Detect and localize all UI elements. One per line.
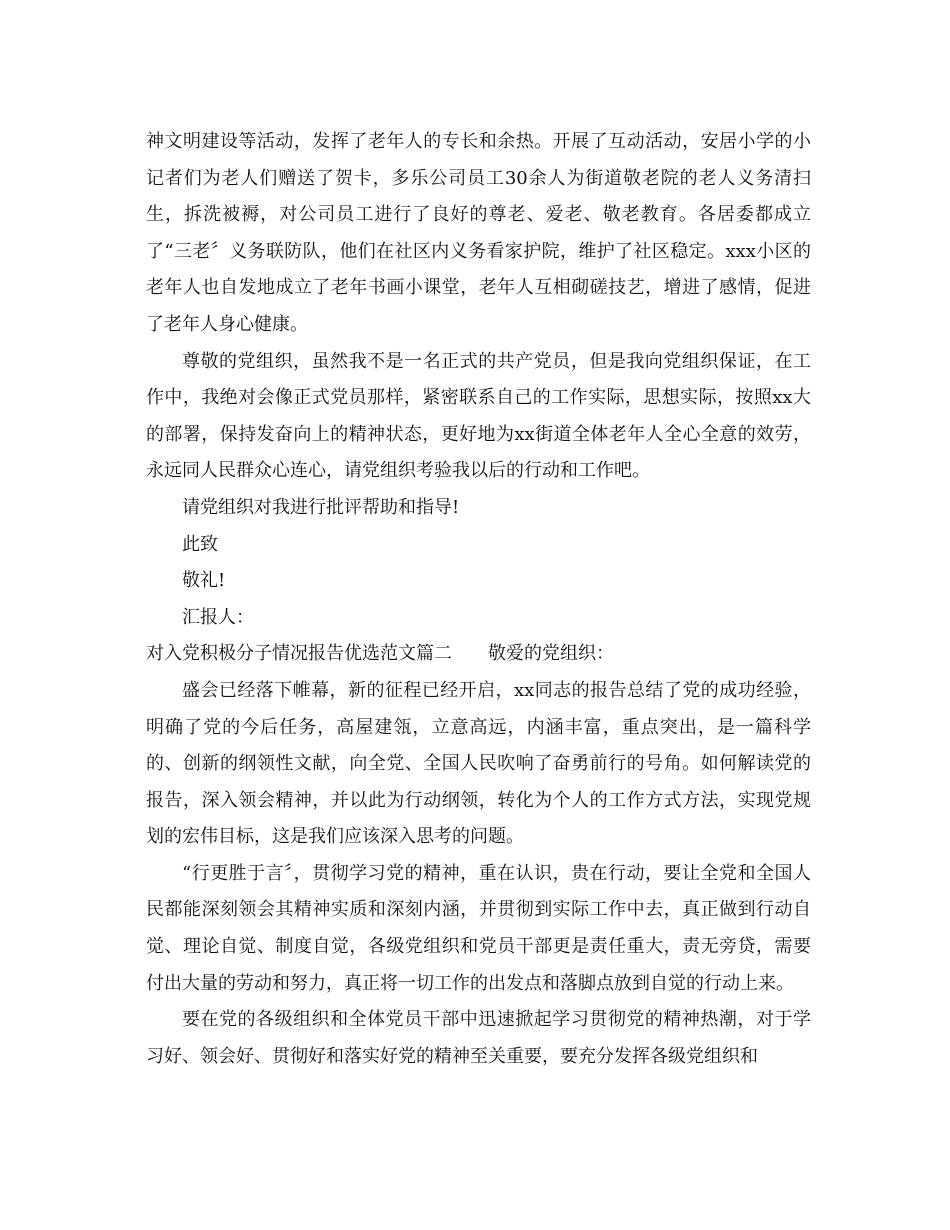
signature-label: 汇报人： <box>182 606 254 628</box>
closing-salutation: 此致 <box>182 533 218 555</box>
paragraph-pledge: 尊敬的党组织，虽然我不是一名正式的共产党员，但是我向党组织保证，在工作中，我绝对会像正式党员那样，紧密联系自己的工作实际，思想实际，按照xx大的部署，保持发奋向上的精神状态，更好地为xx街道全体老年人全心全意的效劳，永远同人民群众心连心，请党组织考验我以后的行动和工作吧。 <box>146 350 811 482</box>
paragraph-request: 请党组织对我进行批评帮助和指导! <box>182 496 460 518</box>
paragraph-continuation: 神文明建设等活动，发挥了老年人的专长和余热。开展了互动活动，安居小学的小记者们为老人们赠送了贺卡，多乐公司员工30余人为街道敬老院的老人义务清扫生，拆洗被褥，对公司员工进行了良好的尊老、爱老、敬老教育。各居委都成立了“三老〞义务联防队，他们在社区内义务看家护院，维护了社区稳定。xxx小区的老年人也自发地成立了老年书画小课堂，老年人互相砌磋技艺，增进了感情，促进了老年人身心健康。 <box>146 131 811 335</box>
section-title: 对入党积极分子情况报告优选范文篇二 敬爱的党组织： <box>146 643 614 665</box>
paragraph-action: “行更胜于言〞，贯彻学习党的精神，重在认识，贵在行动，要让全党和全国人民都能深刻领会其精神实质和深刻内涵，并贯彻到实际工作中去，真正做到行动自觉、理论自觉、制度自觉，各级党组织和党员干部更是责任重大，责无旁贷，需要付出大量的劳动和努力，真正将一切工作的出发点和落脚点放到自觉的行动上来。 <box>146 862 811 994</box>
paragraph-study: 要在党的各级组织和全体党员干部中迅速掀起学习贯彻党的精神热潮，对于学习好、领会好、贯彻好和落实好党的精神至关重要，要充分发挥各级党组织和 <box>146 1009 811 1067</box>
paragraph-report-summary: 盛会已经落下帷幕，新的征程已经开启，xx同志的报告总结了党的成功经验，明确了党的今后任务，高屋建瓴，立意高远，内涵丰富，重点突出，是一篇科学的、创新的纲领性文献，向全党、全国人民吹响了奋勇前行的号角。如何解读党的报告，深入领会精神，并以此为行动纲领，转化为个人的工作方式方法，实现党规划的宏伟目标，这是我们应该深入思考的问题。 <box>146 679 811 848</box>
document-body <box>146 124 811 1075</box>
closing-regards: 敬礼! <box>182 570 226 592</box>
